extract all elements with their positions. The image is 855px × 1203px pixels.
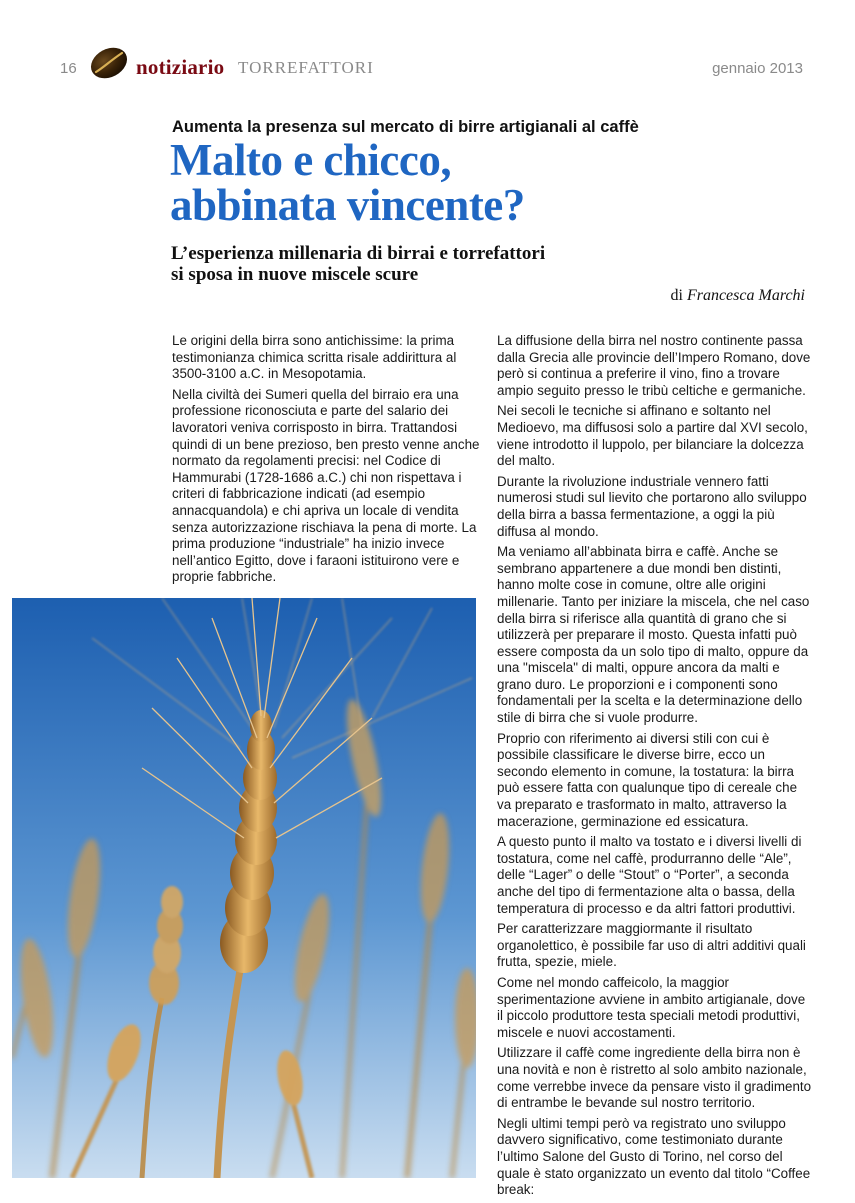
paragraph: A questo punto il malto va tostato e i diversi livelli di tostatura, come nel caffè, produrranno delle “Ale”, delle “Lager” o delle “Stout” o “Porter”, a seconda anche del tipo di fermentazione alta o bassa, della temperatura di processo e da altri fattori produttivi. [497,834,802,916]
paragraph: Nella civiltà dei Sumeri quella del birraio era una professione riconosciuta e parte del salario dei lavoratori veniva corrisposto in birra. Trattandosi quindi di un bene prezioso, ben presto venne anche normato da regolamenti precisi: nel Codice di Hammurabi (1728-1686 a.C.) chi non rispettava i criteri di fabbricazione indicati (ad esempio annacquandola) e chi apriva un locale di vendita senza autorizzazione rischiava la pena di morte. La prima produzione “industriale” ha inizio invece nell’antico Egitto, dove i faraoni istituirono vere e proprie fabbriche. [172,386,480,585]
article-subtitle-line-1: L’esperienza millenaria di birrai e torrefattori [171,243,546,264]
masthead-title: notiziario [136,55,225,79]
issue-date: gennaio 2013 [712,60,803,77]
article-byline [671,287,806,305]
author-name: Francesca Marchi [686,287,805,304]
coffee-bean-icon [88,45,130,81]
article-kicker: Aumenta la presenza sul mercato di birre artigianali al caffè [172,118,639,136]
article-subtitle [171,243,731,285]
page-number: 16 [60,60,77,77]
article-subtitle-line-2: si sposa in nuove miscele scure [171,264,419,285]
paragraph: Ma veniamo all’abbinata birra e caffè. Anche se sembrano appartenere a due mondi ben distinti, hanno molte cose in comune, oltre alle origini millenarie. Tanto per iniziare la miscela, che nel caso della birra si riferisce alla quantità di grano che si utilizzerà per preparare il mosto. Questa infatti può essere composta da un solo tipo di malto, oppure da una "miscela" di malti, oppure ancora da malti e grano duro. Le proporzioni e i componenti sono fondamentali per la scelta e la determinazione dello stile di birra che si vuole produrre. [497,544,810,726]
wheat-illustration [12,598,476,1178]
paragraph: Durante la rivoluzione industriale vennero fatti numerosi studi sul lievito che portarono allo sviluppo della birra a bassa fermentazione, a oggi la più diffusa al mondo. [497,473,807,539]
article-title-line-2: abbinata vincente? [170,180,525,230]
paragraph: Negli ultimi tempi però va registrato uno sviluppo davvero significativo, come testimoniato durante l’ultimo Salone del Gusto di Torino, nel corso del quale è stato organizzato un evento dal titolo “Coffee break: [497,1115,811,1198]
article-title [170,135,790,230]
right-column [497,333,812,1203]
wheat-field-photo [12,598,476,1178]
paragraph: Utilizzare il caffè come ingrediente della birra non è una novità e non è ristretto al solo ambito nazionale, come verrebbe invece da pensare visto il gradimento di entrambe le bevande sul nostro territorio. [497,1045,812,1111]
paragraph: Nei secoli le tecniche si affinano e soltanto nel Medioevo, ma diffusosi solo a partire dal XVI secolo, viene introdotto il luppolo, per bilanciare la dolcezza del malto. [497,403,808,469]
paragraph: Come nel mondo caffeicolo, la maggior sperimentazione avviene in ambito artigianale, dove il piccolo produttore testa speciali metodi produttivi, miscele e nuovi accostamenti. [497,974,806,1040]
left-column [172,333,484,590]
article-title-line-1: Malto e chicco, [170,135,452,185]
paragraph: Proprio con riferimento ai diversi stili con cui è possibile classificare le diverse birre, ecco un secondo elemento in comune, la tostatura: la birra può essere fatta con qualunque tipo di cereale che va preparato e trasformato in malto, attraverso la macerazione, germinazione ed essicatura. [497,730,798,829]
paragraph: Per caratterizzare maggiormante il risultato organolettico, è possibile far uso di altri additivi quali frutta, spezie, miele. [497,921,806,970]
paragraph: La diffusione della birra nel nostro continente passa dalla Grecia alle provincie dell’Impero Romano, dove però si continua a preferire il vino, fino a trovare ampio seguito presso le tribù celtiche e germaniche. [497,333,811,398]
byline-prefix: di [670,287,683,304]
page-header [0,0,855,100]
masthead-subtitle: TORREFATTORI [238,58,374,77]
paragraph: Le origini della birra sono antichissime: la prima testimonianza chimica scritta risale addirittura al 3500-3100 a.C. in Mesopotamia. [172,333,457,382]
